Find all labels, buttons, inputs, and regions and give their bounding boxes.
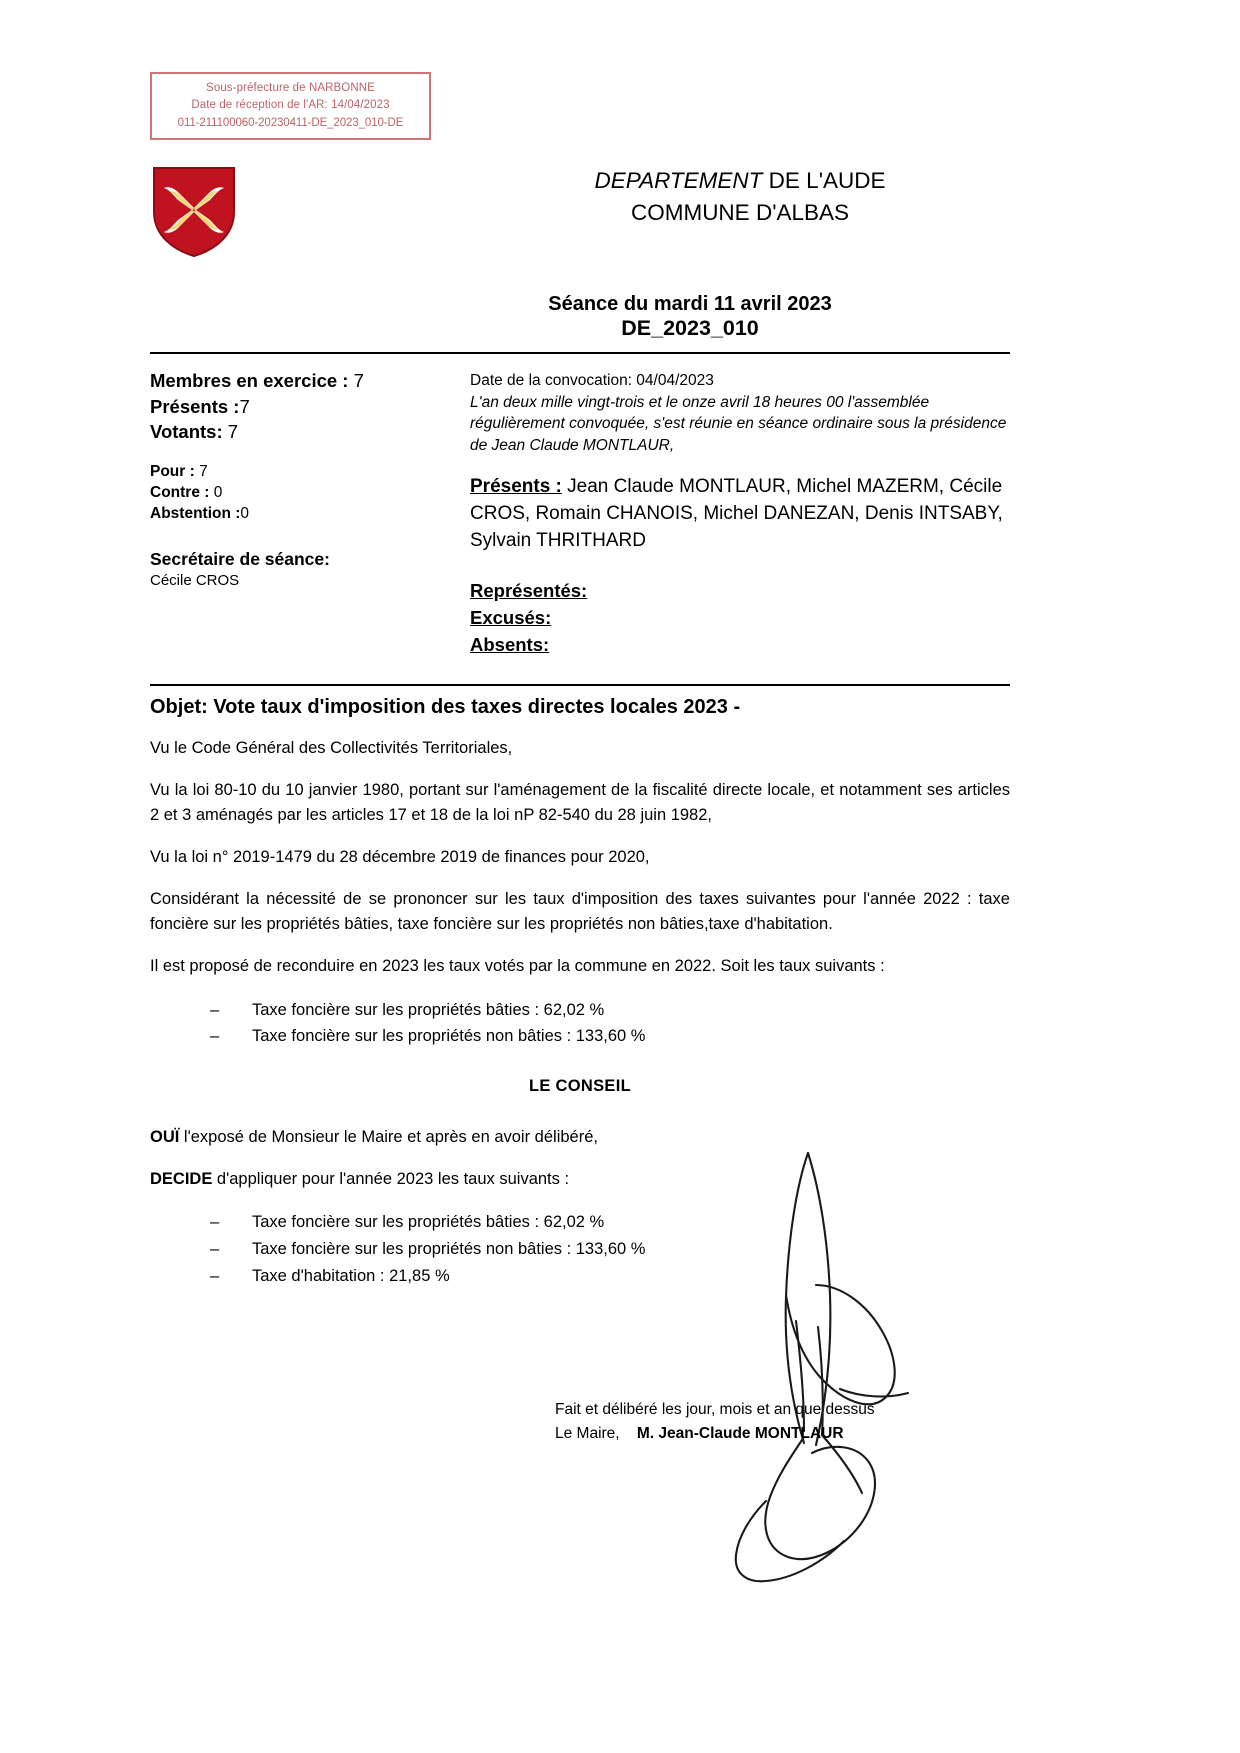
votes-for-value: 7 <box>199 462 208 480</box>
department-rest: DE L'AUDE <box>762 168 886 193</box>
present-count: Présents :7 <box>150 395 250 417</box>
list-item: – Taxe foncière sur les propriétés bâties : 62,02 % <box>210 997 1010 1024</box>
members-in-office-value: 7 <box>353 370 364 391</box>
deliberation-body <box>150 736 1010 1306</box>
body-paragraph-3: Vu la loi n° 2019-1479 du 28 décembre 2019 de finances pour 2020, <box>150 848 650 867</box>
stamp-line-prefecture: Sous-préfecture de NARBONNE <box>206 82 375 94</box>
proposed-rates-list <box>150 997 1010 1050</box>
oui-keyword: OUÏ <box>150 1128 180 1147</box>
convocation-block <box>470 370 1010 457</box>
list-item: – Taxe foncière sur les propriétés non bâties : 133,60 % <box>210 1023 1010 1050</box>
session-date: Séance du mardi 11 avril 2023 <box>548 293 832 315</box>
session-secretary-name: Cécile CROS <box>150 571 240 589</box>
votes-against-value: 0 <box>213 483 223 501</box>
deliberation-number: DE_2023_010 <box>621 316 759 340</box>
voters-count: Votants: 7 <box>150 421 239 443</box>
spacer <box>150 525 460 547</box>
represented-row <box>470 577 1010 604</box>
list-item: – Taxe d'habitation : 21,85 % <box>210 1263 1010 1290</box>
department-line <box>470 165 1010 197</box>
coat-of-arms-icon <box>152 166 236 258</box>
votes-against: Contre : 0 <box>150 483 223 501</box>
members-in-office: Membres en exercice : 7 <box>150 370 364 391</box>
represented-label: Représentés: <box>470 580 588 601</box>
decided-rates-list <box>150 1209 1010 1289</box>
oui-text: l'exposé de Monsieur le Maire et après en avoir délibéré, <box>179 1128 598 1147</box>
abstentions: Abstention :0 <box>150 505 250 523</box>
list-item: – Taxe foncière sur les propriétés bâties : 62,02 % <box>210 1209 1010 1236</box>
divider-top <box>150 352 1010 354</box>
present-members-label: Présents : <box>470 476 562 497</box>
body-paragraph-1: Vu le Code Général des Collectivités Territoriales, <box>150 739 513 757</box>
decide-text: d'appliquer pour l'année 2023 les taux suivants : <box>212 1170 570 1189</box>
decide-keyword: DECIDE <box>150 1170 213 1189</box>
objet-title: Objet: Vote taux d'imposition des taxes directes locales 2023 - <box>150 696 741 718</box>
present-count-value: 7 <box>239 395 250 417</box>
excused-row <box>470 604 1010 631</box>
votes-for: Pour : 7 <box>150 462 208 480</box>
divider-objet <box>150 684 1010 686</box>
signature-block <box>555 1398 975 1446</box>
body-paragraph-4: Considérant la nécessité de se prononcer sur les taux d'imposition des taxes suivantes pour l'année 2022 : taxe foncière sur les propriétés bâties, taxe foncière sur les propriétés non bâties,taxe d'habitation. <box>150 890 1010 934</box>
stamp-line-date: Date de réception de l'AR: 14/04/2023 <box>191 99 390 112</box>
present-members-names: Jean Claude MONTLAUR, Michel MAZERM, Cécile CROS, Romain CHANOIS, Michel DANEZAN, Denis INTSABY, Sylvain THRITHARD <box>470 476 1003 551</box>
voters-count-value: 7 <box>227 421 239 443</box>
excused-label: Excusés: <box>470 607 552 629</box>
decide-paragraph <box>150 1167 1010 1192</box>
session-secretary-title: Secrétaire de séance: <box>150 548 330 569</box>
signature-line-2 <box>555 1422 975 1446</box>
body-paragraph-2: Vu la loi 80-10 du 10 janvier 1980, portant sur l'aménagement de la fiscalité directe locale, et notamment ses articles 2 et 3 aménagés par les articles 17 et 18 de la loi nP 82-540 du 28 juin 1982, <box>150 781 1010 825</box>
commune-line: COMMUNE D'ALBAS <box>630 199 850 225</box>
present-members <box>470 474 1010 555</box>
convocation-date: Date de la convocation: 04/04/2023 <box>470 372 714 389</box>
abstentions-value: 0 <box>240 505 250 523</box>
absent-label: Absents: <box>470 634 550 656</box>
session-preamble: L'an deux mille vingt-trois et le onze avril 18 heures 00 l'assemblée régulièrement convoquée, s'est réunie en séance ordinaire sous la présidence de Jean Claude MONTLAUR, <box>470 393 1007 455</box>
prefecture-reception-stamp <box>150 72 431 140</box>
attendance-summary <box>150 368 460 592</box>
mayor-label: Le Maire, <box>555 1425 620 1443</box>
body-paragraph-5: Il est proposé de reconduire en 2023 les taux votés par la commune en 2022. Soit les taux suivants : <box>150 957 885 976</box>
list-item: – Taxe foncière sur les propriétés non bâties : 133,60 % <box>210 1236 1010 1263</box>
signature-line-1: Fait et délibéré les jour, mois et an que dessus <box>555 1401 875 1418</box>
absent-row <box>470 631 1010 658</box>
oui-paragraph <box>150 1125 1010 1150</box>
page-title <box>470 165 1010 229</box>
conseil-heading: LE CONSEIL <box>528 1076 631 1095</box>
mayor-name: M. Jean-Claude MONTLAUR <box>636 1425 844 1443</box>
attendance-status-list <box>470 577 1010 659</box>
stamp-line-reference: 011-211100060-20230411-DE_2023_010-DE <box>177 116 404 129</box>
spacer <box>150 445 460 461</box>
department-word: DEPARTEMENT <box>594 168 763 193</box>
